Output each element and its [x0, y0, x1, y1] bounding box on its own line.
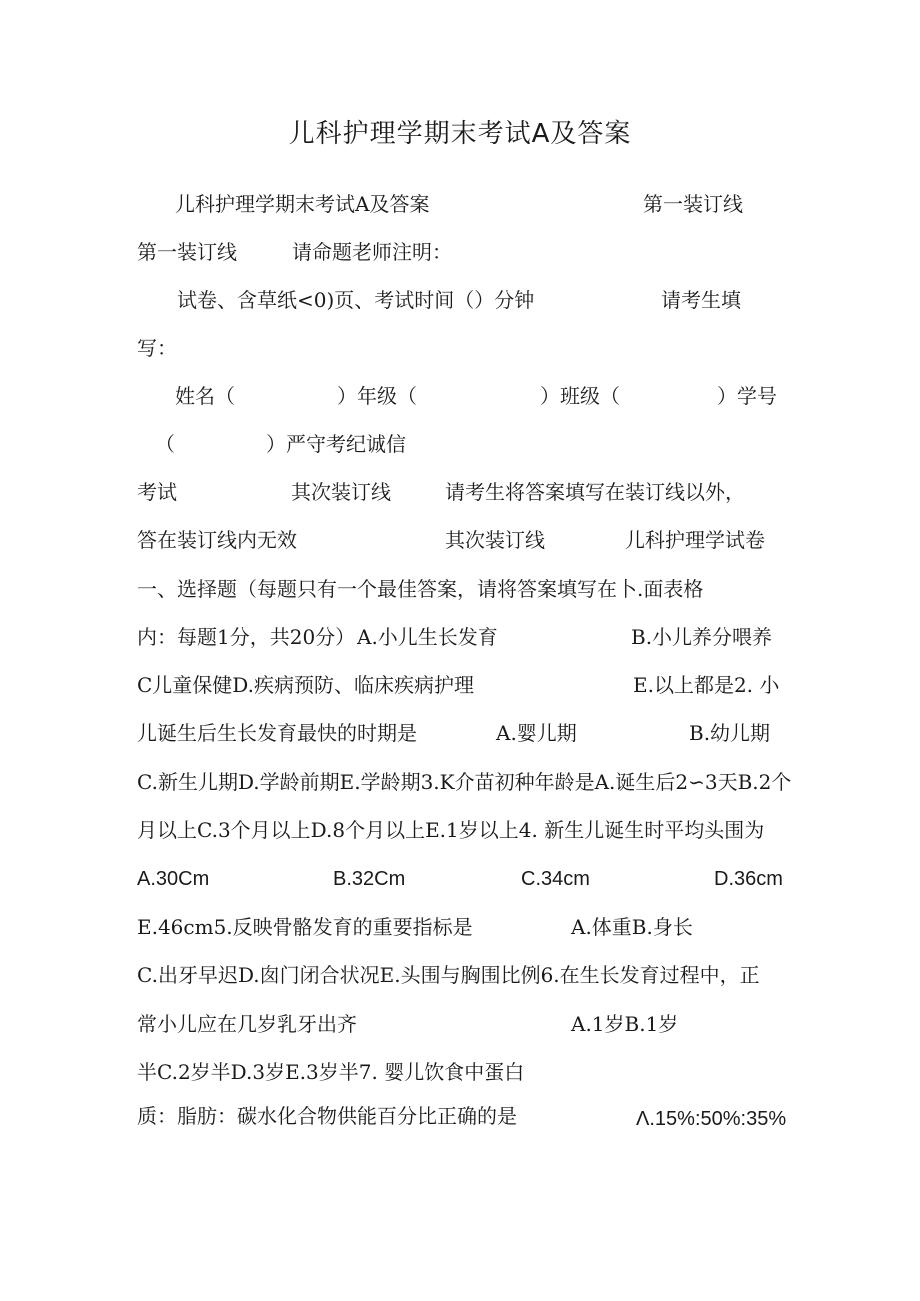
paper-title: 儿科护理学试卷	[625, 528, 765, 552]
exam-label: 考试	[137, 480, 177, 504]
honesty-pledge: ）严守考纪诚信	[266, 432, 406, 456]
q1-option-b: B.小儿养分喂养	[631, 625, 773, 649]
q1-option-a: A.小儿生长发育	[357, 625, 498, 649]
q4-option-c: C.34cm	[521, 868, 590, 890]
first-binding-line-label: 第一装订线	[643, 192, 743, 216]
q4-option-e-q5: E.46cm5.反映骨骼发育的重要指标是	[137, 915, 473, 939]
teacher-note-label: 请命题老师注明：	[292, 240, 452, 264]
document-title: 儿科护理学期末考试A及答案	[288, 119, 632, 149]
section1-heading-cont: 内：每题1分，共20分）	[137, 625, 356, 649]
class-field-label: ）班级（	[540, 384, 620, 408]
q2-options-q3: C.新生儿期D.学龄前期E.学龄期3.K介苗初种年龄是A.诞生后2∽3天B.2个	[137, 770, 792, 794]
q1-option-e-q2: E.以上都是2. 小	[633, 673, 780, 697]
first-binding-line-label-2: 第一装订线	[137, 240, 237, 264]
grade-field-label: ）年级（	[337, 384, 417, 408]
header-exam-name: 儿科护理学期末考试A及答案	[175, 192, 430, 216]
pages-and-time-note: 试卷、含草纸<0)页、考试时间（）分钟	[177, 288, 535, 312]
second-binding-line-label-2: 其次装订线	[445, 528, 545, 552]
student-fill-label: 请考生填	[661, 288, 741, 312]
q4-option-a: A.30Cm	[137, 868, 210, 890]
q1-options-c-d: C儿童保健D.疾病预防、临床疾病护理	[137, 673, 474, 697]
q6-options-q7: 半C.2岁半D.3岁E.3岁半7. 婴儿饮食中蛋白	[137, 1060, 525, 1084]
q7-option-a: Λ.15%:50%:35%	[636, 1108, 787, 1130]
q6-stem: 常小儿应在几岁乳牙出齐	[137, 1012, 357, 1036]
q5-options-q6: C.出牙早迟D.囱门闭合状况E.头围与胸围比例6.在生长发育过程中，正	[137, 963, 760, 987]
answer-instruction: 请考生将答案填写在装订线以外，	[445, 480, 745, 504]
q3-options-q4: 月以上C.3个月以上D.8个月以上E.1岁以上4. 新生儿诞生时平均头围为	[137, 818, 765, 842]
student-fill-label-cont: 写：	[137, 336, 177, 360]
q7-stem: 质：脂肪：碳水化合物供能百分比正确的是	[137, 1104, 517, 1128]
q2-option-b: B.幼儿期	[689, 721, 771, 745]
q6-options-a-b: A.1岁B.1岁	[571, 1012, 679, 1036]
q4-option-d: D.36cm	[714, 868, 783, 890]
paren-open: （	[155, 432, 175, 456]
q2-stem: 儿诞生后生长发育最快的时期是	[137, 721, 417, 745]
second-binding-line-label: 其次装订线	[291, 480, 391, 504]
answer-instruction-cont: 答在装订线内无效	[137, 528, 297, 552]
q2-option-a: A.婴儿期	[496, 721, 577, 745]
q5-options-a-b: A.体重B.身长	[571, 915, 693, 939]
q4-option-b: B.32Cm	[333, 868, 406, 890]
name-field-label: 姓名（	[175, 384, 235, 408]
student-id-field-label: ）学号	[717, 384, 777, 408]
section1-heading: 一、选择题（每题只有一个最佳答案，请将答案填写在卜.面表格	[137, 577, 704, 601]
